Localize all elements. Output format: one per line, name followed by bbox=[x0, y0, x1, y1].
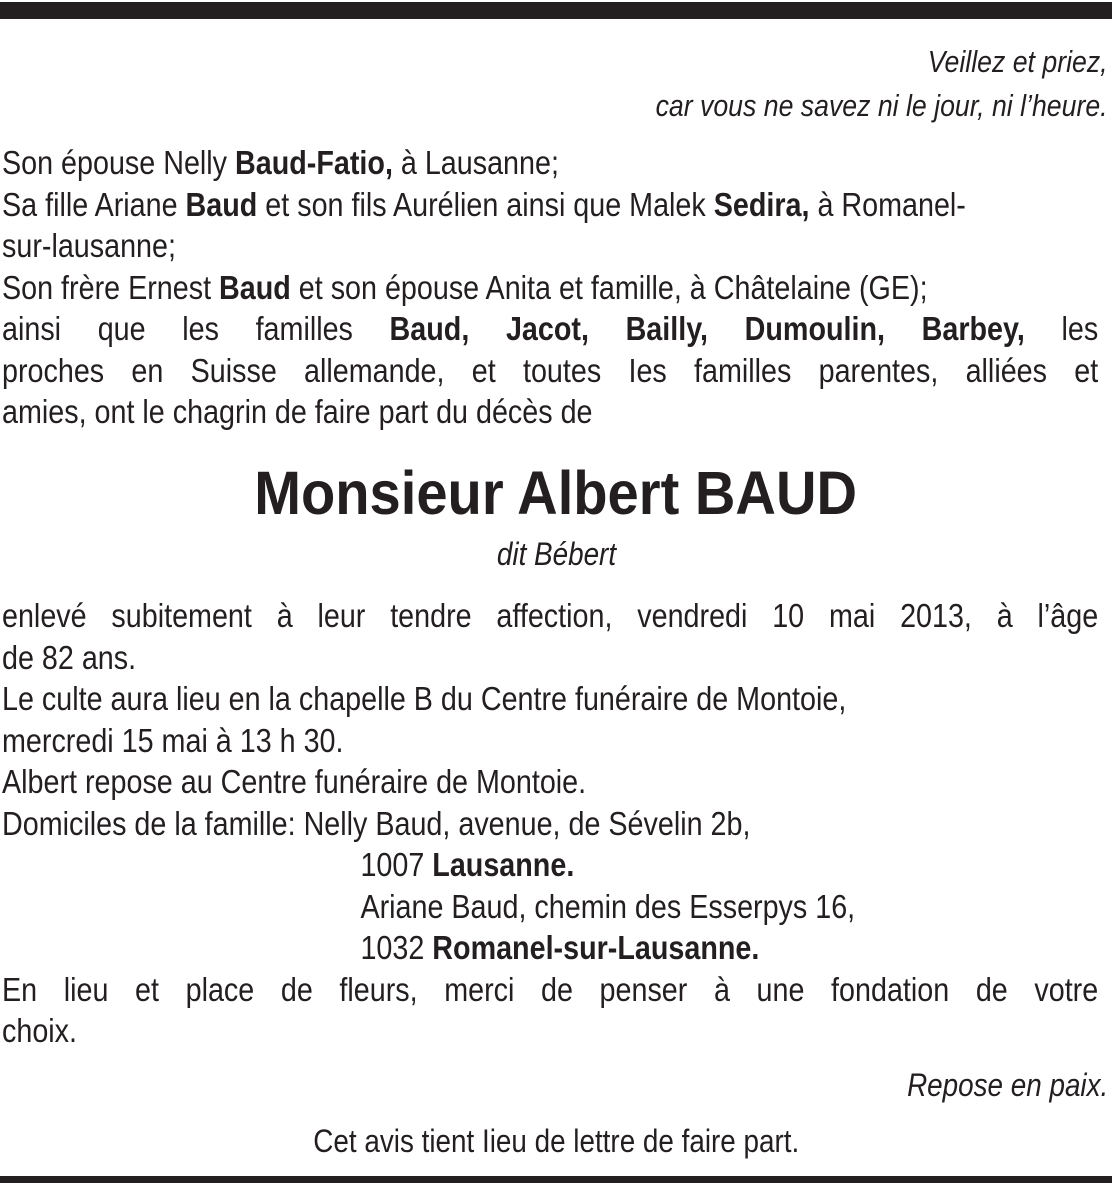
domicile-2-zip: 1032 bbox=[360, 929, 433, 966]
flowers-line-2: choix. bbox=[2, 1012, 78, 1049]
closing-phrase: Repose en paix. bbox=[906, 1067, 1108, 1103]
domicile-1-city-line bbox=[2, 844, 1098, 886]
wife-place: à Lausanne; bbox=[392, 144, 559, 181]
children-line bbox=[2, 184, 1098, 226]
deceased-name-text: Monsieur Albert BAUD bbox=[254, 459, 858, 527]
domicile-1-address: Nelly Baud, avenue, de Sévelin 2b, bbox=[303, 804, 751, 842]
children-name-1: Baud bbox=[185, 185, 258, 223]
domicile-2-city-line bbox=[2, 927, 1098, 969]
bottom-rule bbox=[0, 1176, 1112, 1183]
children-text-mid: et son fils Aurélien ainsi que Malek bbox=[257, 185, 714, 223]
domicile-2-city: Romanel-sur-Lausanne. bbox=[432, 929, 760, 966]
wife-name: Baud-Fatio, bbox=[235, 144, 393, 181]
relatives-line: proches en Suisse allemande, et toutes Ies familles parentes, alliées et bbox=[2, 351, 1099, 389]
domicile-2-address: Ariane Baud, chemin des Esserpys 16, bbox=[360, 887, 856, 925]
deceased-nickname-text: dit Bébert bbox=[496, 536, 616, 572]
death-line-2: de 82 ans. bbox=[2, 638, 137, 676]
brother-name: Baud bbox=[219, 268, 291, 306]
domicile-1-zip: 1007 bbox=[360, 846, 433, 883]
domiciles-label: Domiciles de la famille: bbox=[2, 804, 304, 842]
domicile-1-city: Lausanne. bbox=[432, 846, 575, 883]
footer-note-text: Cet avis tient Iieu de lettre de faire part. bbox=[313, 1123, 799, 1159]
flowers-line-1: En lieu et place de fleurs, merci de penser à une fondation de votre bbox=[2, 970, 1099, 1008]
top-rule bbox=[0, 2, 1112, 19]
deceased-nickname bbox=[0, 532, 1112, 576]
death-line-1: enlevé subitement à leur tendre affection, vendredi 10 mai 2013, à l’âge bbox=[2, 597, 1099, 634]
rest-line: Albert repose au Centre funéraire de Montoie. bbox=[2, 763, 587, 800]
epigraph-line-2: car vous ne savez ni le jour, ni l’heure. bbox=[656, 88, 1108, 123]
service-line-1: Le culte aura lieu en la chapelle B du Centre funéraire de Montoie, bbox=[2, 680, 847, 717]
family-paragraph bbox=[2, 142, 1098, 433]
families-text: ainsi que les familles bbox=[2, 310, 390, 347]
details-paragraph bbox=[2, 595, 1098, 1052]
brother-text: Son frère Ernest bbox=[2, 268, 220, 306]
brother-line bbox=[2, 267, 1098, 309]
footer-note bbox=[0, 1119, 1112, 1163]
children-name-2: Sedira, bbox=[713, 185, 810, 223]
families-line bbox=[2, 308, 1098, 350]
children-text: Sa fille Ariane bbox=[2, 185, 186, 223]
service-line-2: mercredi 15 mai à 13 h 30. bbox=[2, 721, 344, 759]
domiciles-line bbox=[2, 803, 1098, 845]
deceased-name bbox=[0, 456, 1112, 530]
epigraph bbox=[656, 40, 1108, 128]
wife-text: Son épouse Nelly bbox=[2, 144, 236, 181]
brother-place: et son épouse Anita et famille, à Châtelaine (GE); bbox=[290, 268, 928, 306]
children-place: à Romanel- bbox=[809, 185, 966, 223]
families-names: Baud, Jacot, Bailly, Dumoulin, Barbey, bbox=[389, 310, 1025, 347]
children-line-2: sur-lausanne; bbox=[2, 227, 176, 264]
epigraph-line-1: Veillez et priez, bbox=[928, 44, 1108, 79]
wife-line bbox=[2, 142, 1098, 184]
families-text-end: les bbox=[1061, 310, 1099, 347]
announcement-line: amies, ont le chagrin de faire part du décès de bbox=[2, 393, 593, 430]
